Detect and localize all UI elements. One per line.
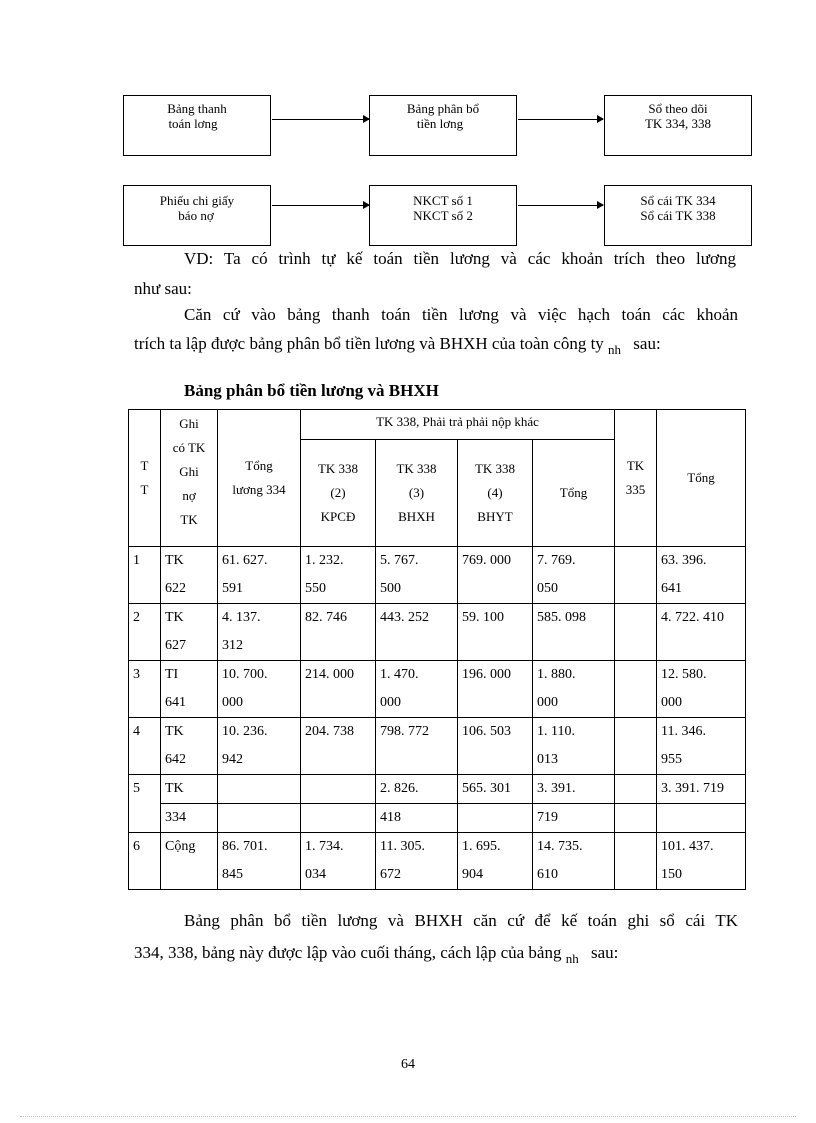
paragraph-line [134, 940, 734, 967]
cell-value: 3. 391. 719 [657, 775, 746, 804]
cell-value [218, 804, 301, 833]
table-row [129, 604, 746, 661]
header-tk338-total: Tổng [533, 440, 615, 547]
flow-box-text: Sổ cái TK 338 [640, 208, 716, 223]
cell-tt: 3 [129, 661, 161, 718]
cell-account: TK [161, 775, 218, 804]
cell-account: Cộng [161, 833, 218, 890]
header-tk338-4: TK 338 (4) BHYT [458, 440, 533, 547]
header-tt: T T [129, 410, 161, 547]
header-tk335: TK 335 [615, 410, 657, 547]
table-row [129, 718, 746, 775]
header-tk338-3: TK 338 (3) BHXH [376, 440, 458, 547]
paragraph-line [134, 331, 744, 358]
cell-value: 798. 772 [376, 718, 458, 775]
table-row [129, 775, 746, 804]
cell-value [615, 661, 657, 718]
cell-account: TI 641 [161, 661, 218, 718]
header-total-salary: Tổng lương 334 [218, 410, 301, 547]
cell-tt: 6 [129, 833, 161, 890]
cell-value [657, 804, 746, 833]
cell-tt: 1 [129, 547, 161, 604]
flow-box-text: Phiếu chi giấy [159, 193, 235, 208]
header-grand-total: Tổng [657, 410, 746, 547]
paragraph-line: Căn cứ vào bảng thanh toán tiền lương và việc hạch toán các khoản [184, 305, 738, 324]
cell-value [615, 804, 657, 833]
cell-tt [129, 804, 161, 833]
cell-value: 63. 396. 641 [657, 547, 746, 604]
cell-value: 769. 000 [458, 547, 533, 604]
flow-box-text: TK 334, 338 [644, 116, 712, 131]
cell-value [615, 833, 657, 890]
cell-tt: 4 [129, 718, 161, 775]
cell-value: 10. 236. 942 [218, 718, 301, 775]
cell-value: 11. 305. 672 [376, 833, 458, 890]
table-row [129, 547, 746, 604]
paragraph-text: sau: [633, 334, 661, 353]
cell-value: 719 [533, 804, 615, 833]
cell-account: TK 627 [161, 604, 218, 661]
header-tk338-2: TK 338 (2) KPCĐ [301, 440, 376, 547]
allocation-table [128, 409, 746, 890]
flow-box-allocation [369, 95, 517, 156]
cell-value [615, 547, 657, 604]
flow-arrow [272, 119, 369, 120]
cell-value: 196. 000 [458, 661, 533, 718]
cell-value: 1. 110. 013 [533, 718, 615, 775]
flow-box-text: NKCT số 1 [413, 193, 473, 208]
flow-box-text: Sổ theo dõi [648, 101, 708, 116]
cell-value: 11. 346. 955 [657, 718, 746, 775]
cell-value: 86. 701. 845 [218, 833, 301, 890]
flow-box-text: Bảng thanh [167, 101, 227, 116]
flow-box-payroll-sheet [123, 95, 271, 156]
cell-value: 214. 000 [301, 661, 376, 718]
header-ghi-co-no: Ghi có TK Ghi nợ TK [161, 410, 218, 547]
page-number: 64 [401, 1057, 415, 1072]
cell-value [615, 775, 657, 804]
cell-value: 2. 826. [376, 775, 458, 804]
cell-value: 106. 503 [458, 718, 533, 775]
paragraph-line: VD: Ta có trình tự kế toán tiền lương và các khoản trích theo lương [184, 249, 736, 268]
flow-box-general-ledger [604, 185, 752, 246]
cell-value: 1. 695. 904 [458, 833, 533, 890]
flow-box-tracking-ledger [604, 95, 752, 156]
cell-value: 1. 232. 550 [301, 547, 376, 604]
paragraph-text: 334, 338, bảng này được lập vào cuối tháng, cách lập của bảng [134, 943, 562, 962]
cell-value: 101. 437. 150 [657, 833, 746, 890]
cell-value: 4. 137. 312 [218, 604, 301, 661]
paragraph-text: sau: [590, 943, 619, 962]
cell-value: 5. 767. 500 [376, 547, 458, 604]
cell-value: 204. 738 [301, 718, 376, 775]
flow-box-text: toán lơng [168, 116, 218, 131]
cell-value [218, 775, 301, 804]
flow-arrow [518, 119, 603, 120]
flow-box-text: Bảng phân bổ [406, 101, 480, 116]
cell-value: 565. 301 [458, 775, 533, 804]
cell-value: 3. 391. [533, 775, 615, 804]
flow-box-text: Sổ cái TK 334 [640, 193, 716, 208]
cell-value: 1. 734. 034 [301, 833, 376, 890]
cell-tt: 5 [129, 775, 161, 804]
paragraph-fragment: nh [565, 951, 579, 966]
table-title: Bảng phân bổ tiền lương và BHXH [184, 381, 439, 400]
cell-value: 14. 735. 610 [533, 833, 615, 890]
cell-tt: 2 [129, 604, 161, 661]
table-row [129, 661, 746, 718]
header-tk338-group: TK 338, Phải trả phải nộp khác [301, 410, 615, 440]
paragraph-fragment: nh [608, 342, 622, 357]
cell-value: 1. 470. 000 [376, 661, 458, 718]
cell-value: 418 [376, 804, 458, 833]
cell-value: 61. 627. 591 [218, 547, 301, 604]
flow-box-payment-voucher [123, 185, 271, 246]
cell-value: 10. 700. 000 [218, 661, 301, 718]
cell-value [615, 604, 657, 661]
flow-box-text: báo nợ [178, 208, 214, 223]
cell-value [615, 718, 657, 775]
flow-arrow [518, 205, 603, 206]
flow-box-text: NKCT số 2 [413, 208, 473, 223]
cell-value [301, 804, 376, 833]
cell-account: TK 622 [161, 547, 218, 604]
cell-value: 82. 746 [301, 604, 376, 661]
cell-account: 334 [161, 804, 218, 833]
cell-value: 4. 722. 410 [657, 604, 746, 661]
paragraph-line: như sau: [134, 279, 192, 298]
cell-value [458, 804, 533, 833]
footer-divider [20, 1116, 796, 1117]
cell-value: 12. 580. 000 [657, 661, 746, 718]
cell-value: 59. 100 [458, 604, 533, 661]
paragraph-text: trích ta lập được bảng phân bổ tiền lương và BHXH của toàn công ty [134, 334, 604, 353]
cell-value: 585. 098 [533, 604, 615, 661]
flow-box-journal [369, 185, 517, 246]
flow-box-text: tiền lơng [416, 116, 464, 131]
paragraph-line: Bảng phân bổ tiền lương và BHXH căn cứ để kế toán ghi sổ cái TK [184, 911, 738, 930]
cell-account: TK 642 [161, 718, 218, 775]
flow-arrow [272, 205, 369, 206]
table-row [129, 804, 746, 833]
cell-value: 7. 769. 050 [533, 547, 615, 604]
cell-value: 443. 252 [376, 604, 458, 661]
table-row-total [129, 833, 746, 890]
cell-value: 1. 880. 000 [533, 661, 615, 718]
cell-value [301, 775, 376, 804]
